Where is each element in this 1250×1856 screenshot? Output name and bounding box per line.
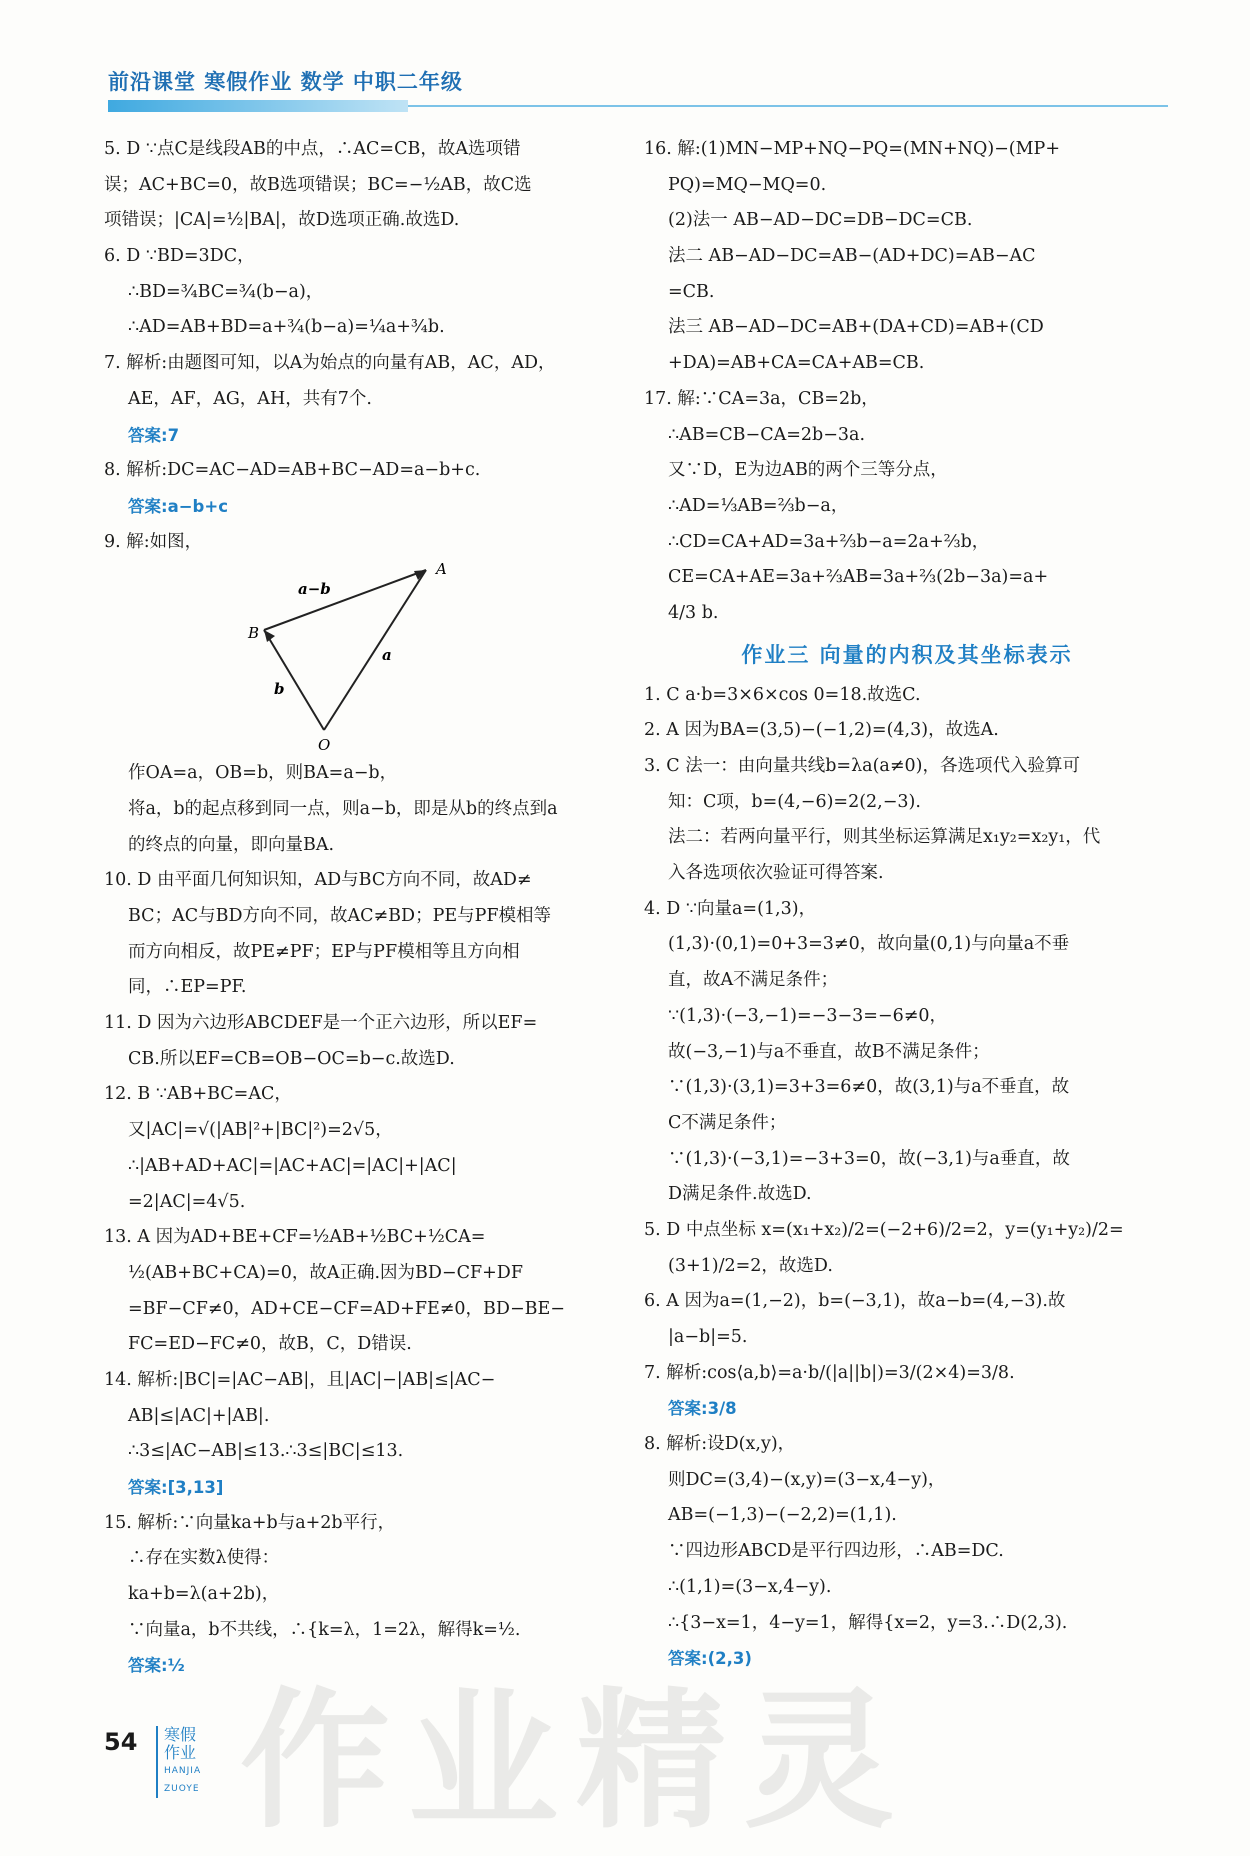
page-header	[108, 62, 1168, 110]
answer-line: 而方向相反，故PE≠PF；EP与PF模相等且方向相	[128, 941, 520, 962]
point-o-label: O	[318, 736, 331, 755]
answer-line: D满足条件.故选D.	[668, 1184, 812, 1205]
answer-line: ∴|AB+AD+AC|=|AC+AC|=|AC|+|AC|	[128, 1155, 457, 1176]
answer-line: 同，∴EP=PF.	[128, 977, 247, 998]
answer-line: (3+1)/2=2，故选D.	[668, 1255, 833, 1276]
answer-line: 又|AC|=√(|AB|²+|BC|²)=2√5，	[128, 1120, 393, 1141]
answer-line: 5. D ∵点C是线段AB的中点，∴AC=CB，故A选项错	[104, 139, 521, 159]
header-title: 前沿课堂 寒假作业 数学 中职二年级	[108, 70, 463, 94]
left-column	[104, 132, 624, 1684]
point-b-label: B	[248, 624, 260, 643]
answer-line: 10. D 由平面几何知识知，AD与BC方向不同，故AD≠	[104, 870, 532, 891]
answer-line: ∴存在实数λ使得：	[128, 1548, 280, 1569]
answer-line: AE，AF，AG，AH，共有7个.	[128, 388, 372, 409]
answer-line: PQ)=MQ−MQ=0.	[668, 174, 827, 195]
answer-line: 则DC=(3,4)−(x,y)=(3−x,4−y)，	[668, 1469, 946, 1490]
answer-line: +DA)=AB+CA=CA+AB=CB.	[668, 353, 925, 374]
answer-line: ∴AD=AB+BD=a+¾(b−a)=¼a+¾b.	[128, 317, 445, 338]
answer-line: 16. 解:(1)MN−MP+NQ−PQ=(MN+NQ)−(MP+	[644, 139, 1060, 159]
label-b: b	[274, 680, 285, 699]
point-a-label: A	[436, 560, 447, 579]
answer-line: 故(−3,−1)与a不垂直，故B不满足条件；	[668, 1041, 990, 1062]
answer-line: ∵(1,3)·(−3,−1)=−3−3=−6≠0，	[668, 1005, 948, 1026]
answer-line: 12. B ∵AB+BC=AC，	[104, 1084, 292, 1105]
answer-line: 6. D ∵BD=3DC，	[104, 246, 255, 267]
answer-line: (1,3)·(0,1)=0+3=3≠0，故向量(0,1)与向量a不垂	[668, 934, 1070, 955]
answer-line: =CB.	[668, 281, 715, 302]
answer-line: 4. D ∵向量a=(1,3)，	[644, 898, 817, 919]
answer-line: 9. 解:如图，	[104, 531, 203, 552]
answer-label: 答案:a−b+c	[128, 496, 228, 516]
vector-b-line	[264, 630, 324, 730]
footer-brand	[156, 1726, 201, 1798]
answer-line: =2|AC|=4√5.	[128, 1191, 246, 1212]
page-footer	[104, 1725, 202, 1794]
vector-a-line	[324, 570, 426, 730]
answer-line: 2. A 因为BA=(3,5)−(−1,2)=(4,3)，故选A.	[644, 720, 999, 741]
answer-line: 的终点的向量，即向量BA.	[128, 834, 335, 855]
answer-line: 知：C项，b=(4,−6)=2(2,−3).	[668, 791, 921, 812]
answer-line: 法三 AB−AD−DC=AB+(DA+CD)=AB+(CD	[668, 317, 1044, 338]
answer-line: C不满足条件；	[668, 1112, 787, 1133]
answer-line: 法二 AB−AD−DC=AB−(AD+DC)=AB−AC	[668, 246, 1036, 267]
answer-line: 8. 解析:DC=AC−AD=AB+BC−AD=a−b+c.	[104, 460, 481, 481]
answer-line: ka+b=λ(a+2b)，	[128, 1584, 280, 1605]
answer-line: 作OA=a，OB=b，则BA=a−b，	[128, 763, 398, 784]
answer-line: 入各选项依次验证可得答案.	[668, 863, 884, 884]
answer-line: ∴AB=CB−CA=2b−3a.	[668, 424, 866, 445]
footer-brand-title: 寒假作业	[164, 1725, 197, 1762]
answer-line: 17. 解:∵CA=3a，CB=2b，	[644, 388, 879, 409]
answer-line: 6. A 因为a=(1,−2)，b=(−3,1)，故a−b=(4,−3).故	[644, 1291, 1066, 1312]
answer-line: 15. 解析:∵向量ka+b与a+2b平行，	[104, 1512, 396, 1533]
answer-line: BC；AC与BD方向不同，故AC≠BD；PE与PF模相等	[128, 906, 552, 926]
right-column	[644, 132, 1170, 1677]
answer-line: ∴BD=¾BC=¾(b−a)，	[128, 281, 324, 302]
answer-label: 答案:7	[128, 425, 180, 445]
answer-line: 11. D 因为六边形ABCDEF是一个正六边形，所以EF=	[104, 1013, 538, 1034]
page-number: 54	[104, 1728, 138, 1756]
answer-line: CE=CA+AE=3a+⅔AB=3a+⅔(2b−3a)=a+	[668, 567, 1049, 588]
answer-line: 1. C a·b=3×6×cos 0=18.故选C.	[644, 684, 921, 705]
vector-a-minus-b-line	[264, 570, 426, 630]
footer-brand-subtitle: HANJIA ZUOYE	[164, 1766, 202, 1794]
answer-line: 14. 解析:|BC|=|AC−AB|，且|AC|−|AB|≤|AC−	[104, 1369, 496, 1390]
label-a: a	[382, 646, 392, 665]
answer-line: ∴CD=CA+AD=3a+⅔b−a=2a+⅔b，	[668, 531, 990, 552]
vector-triangle-figure	[104, 560, 624, 756]
answer-line: FC=ED−FC≠0，故B，C，D错误.	[128, 1334, 412, 1355]
answer-line: 8. 解析:设D(x,y)，	[644, 1434, 796, 1455]
section-title: 作业三 向量的内积及其坐标表示	[741, 642, 1073, 667]
answer-label: 答案:3/8	[668, 1399, 737, 1419]
answer-line: 将a，b的起点移到同一点，则a−b，即是从b的终点到a	[128, 798, 558, 819]
answer-line: 7. 解析:cos⟨a,b⟩=a·b/(|a||b|)=3/(2×4)=3/8.	[644, 1362, 1015, 1383]
answer-line: CB.所以EF=CB=OB−OC=b−c.故选D.	[128, 1048, 455, 1069]
answer-label: 答案:[3,13]	[128, 1478, 224, 1497]
answer-label: 答案:(2,3)	[668, 1649, 752, 1669]
header-rule	[408, 105, 1168, 107]
answer-line: 5. D 中点坐标 x=(x₁+x₂)/2=(−2+6)/2=2，y=(y₁+y₂)/2=	[644, 1219, 1124, 1240]
answer-line: 13. A 因为AD+BE+CF=½AB+½BC+½CA=	[104, 1227, 486, 1248]
answer-line: ½(AB+BC+CA)=0，故A正确.因为BD−CF+DF	[128, 1262, 523, 1283]
answer-line: 4/3 b.	[668, 602, 719, 623]
answer-line: ∴(1,1)=(3−x,4−y).	[668, 1576, 832, 1597]
answer-line: (2)法一 AB−AD−DC=DB−DC=CB.	[668, 210, 973, 231]
answer-line: AB|≤|AC|+|AB|.	[128, 1405, 270, 1426]
answer-line: 直，故A不满足条件；	[668, 970, 839, 991]
answer-line: 3. C 法一：由向量共线b=λa(a≠0)，各选项代入验算可	[644, 756, 1080, 776]
answer-line: ∵向量a，b不共线，∴{k=λ，1=2λ，解得k=½.	[128, 1619, 521, 1640]
answer-line: 又∵D，E为边AB的两个三等分点，	[668, 460, 948, 481]
answer-line: 7. 解析:由题图可知，以A为始点的向量有AB，AC，AD，	[104, 353, 556, 374]
answer-line: 误；AC+BC=0，故B选项错误；BC=−½AB，故C选	[104, 174, 532, 195]
answer-line: ∵四边形ABCD是平行四边形，∴AB=DC.	[668, 1541, 1004, 1562]
answer-line: ∴{3−x=1，4−y=1，解得{x=2，y=3.∴D(2,3).	[668, 1612, 1068, 1633]
answer-line: AB=(−1,3)−(−2,2)=(1,1).	[668, 1505, 897, 1526]
answer-line: ∴AD=⅓AB=⅔b−a，	[668, 495, 849, 516]
answer-label: 答案:½	[128, 1656, 185, 1676]
answer-line: ∴3≤|AC−AB|≤13.∴3≤|BC|≤13.	[128, 1441, 404, 1462]
answer-line: =BF−CF≠0，AD+CE−CF=AD+FE≠0，BD−BE−	[128, 1298, 565, 1319]
answer-line: ∵(1,3)·(3,1)=3+3=6≠0，故(3,1)与a不垂直，故	[668, 1077, 1070, 1098]
answer-line: 项错误；|CA|=½|BA|，故D选项正确.故选D.	[104, 210, 460, 231]
header-accent-bar	[108, 100, 408, 112]
watermark-text: 作业精灵	[240, 1675, 913, 1849]
answer-line: ∵(1,3)·(−3,1)=−3+3=0，故(−3,1)与a垂直，故	[668, 1148, 1070, 1169]
label-a-minus-b: a−b	[298, 580, 331, 599]
answer-line: 法二：若两向量平行，则其坐标运算满足x₁y₂=x₂y₁，代	[668, 827, 1101, 848]
answer-line: |a−b|=5.	[668, 1327, 748, 1347]
